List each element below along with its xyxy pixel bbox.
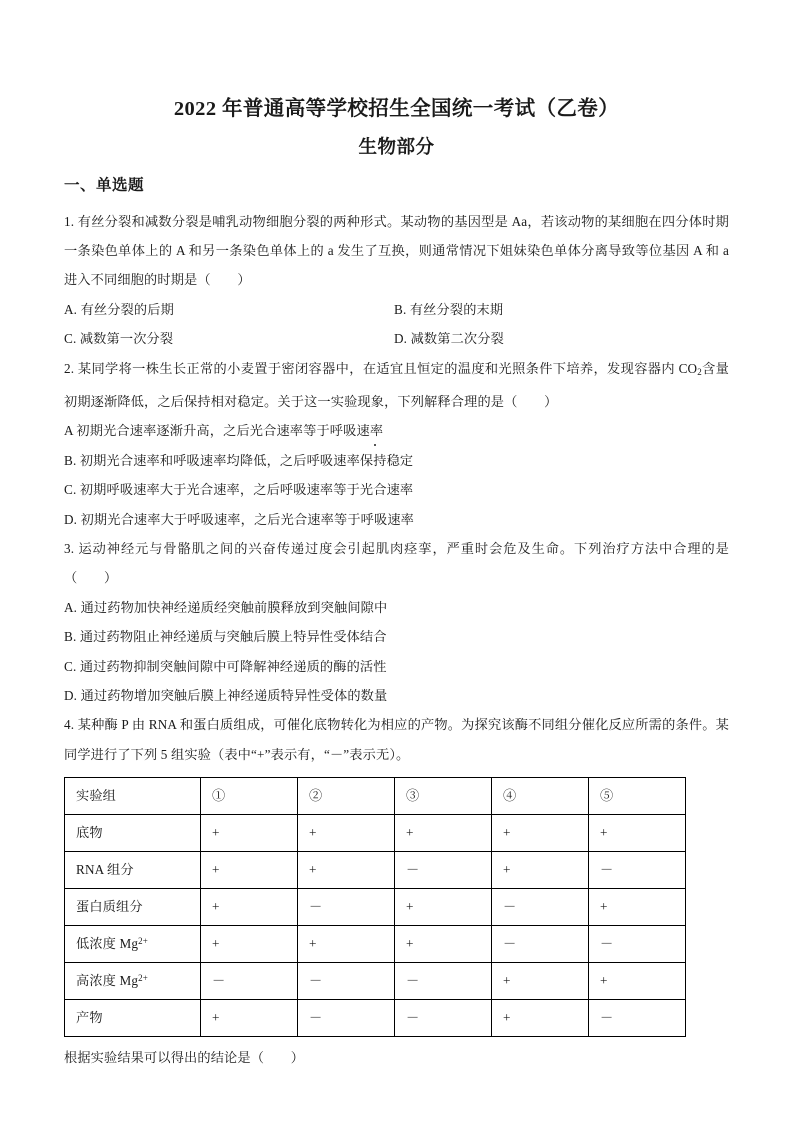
table-row-label bbox=[65, 963, 201, 1000]
table-cell: + bbox=[492, 963, 589, 1000]
table-cell: + bbox=[589, 963, 686, 1000]
table-cell: + bbox=[492, 1000, 589, 1037]
question-2-option-c[interactable]: C. 初期呼吸速率大于光合速率，之后呼吸速率等于光合速率 bbox=[64, 482, 414, 498]
table-cell: + bbox=[589, 889, 686, 926]
table-row bbox=[65, 1000, 686, 1037]
table-row-label-text: 高浓度 Mg bbox=[76, 972, 139, 988]
table-header-cell-1: ① bbox=[201, 778, 298, 815]
table-cell: － bbox=[492, 926, 589, 963]
question-1-options-row-2 bbox=[64, 324, 729, 353]
question-3-option-c[interactable]: C. 通过药物抑制突触间隙中可降解神经递质的酶的活性 bbox=[64, 658, 387, 674]
table-cell: + bbox=[589, 815, 686, 852]
question-1-options-row-1 bbox=[64, 295, 729, 324]
table-cell: + bbox=[298, 852, 395, 889]
question-2-option-a[interactable] bbox=[64, 416, 729, 445]
table-cell: + bbox=[492, 852, 589, 889]
table-row-label-text: 低浓度 Mg bbox=[76, 935, 139, 951]
table-cell: + bbox=[298, 815, 395, 852]
document-body bbox=[64, 178, 729, 1073]
table-cell: － bbox=[589, 1000, 686, 1037]
question-2-option-d[interactable]: D. 初期光合速率大于呼吸速率，之后光合速率等于呼吸速率 bbox=[64, 511, 415, 527]
page-subtitle: 生物部分 bbox=[358, 138, 435, 158]
table-cell: + bbox=[201, 926, 298, 963]
table-row-label: RNA 组分 bbox=[65, 852, 201, 889]
table-header-cell-2: ② bbox=[298, 778, 395, 815]
question-2-option-a-label: A 初期光合速率逐渐升高，之后光合速率等于呼吸速率 bbox=[64, 423, 384, 439]
question-1-option-d[interactable]: D. 减数第二次分裂 bbox=[394, 331, 504, 347]
question-2 bbox=[64, 354, 729, 534]
question-1-option-c[interactable]: C. 减数第一次分裂 bbox=[64, 331, 174, 347]
question-4-stem: 4. 某种酶 P 由 RNA 和蛋白质组成，可催化底物转化为相应的产物。为探究该酶不同组分催化反应所需的条件。某同学进行了下列 5 组实验（表中“+”表示有，“－”表示无）。 bbox=[64, 717, 729, 762]
table-row-label-superscript: 2+ bbox=[138, 973, 148, 984]
table-cell: － bbox=[395, 1000, 492, 1037]
question-3 bbox=[64, 534, 729, 710]
table-row bbox=[65, 815, 686, 852]
table-cell: + bbox=[201, 1000, 298, 1037]
question-2-stem bbox=[64, 354, 729, 417]
table-header-cell-5: ⑤ bbox=[589, 778, 686, 815]
question-2-co2-subscript: 2 bbox=[697, 366, 702, 377]
question-1 bbox=[64, 207, 729, 354]
table-header-cell-3: ③ bbox=[395, 778, 492, 815]
table-cell: － bbox=[298, 889, 395, 926]
table-row bbox=[65, 889, 686, 926]
table-cell: + bbox=[298, 926, 395, 963]
table-row-label: 产物 bbox=[65, 1000, 201, 1037]
question-3-option-a[interactable]: A. 通过药物加快神经递质经突触前膜释放到突触间隙中 bbox=[64, 599, 388, 615]
table-cell: － bbox=[492, 889, 589, 926]
section-heading: 一、单选题 bbox=[64, 177, 145, 194]
question-1-option-a[interactable]: A. 有丝分裂的后期 bbox=[64, 301, 174, 317]
table-row bbox=[65, 926, 686, 963]
table-cell: － bbox=[589, 852, 686, 889]
table-cell: － bbox=[395, 852, 492, 889]
question-3-option-d[interactable]: D. 通过药物增加突触后膜上神经递质特异性受体的数量 bbox=[64, 687, 388, 703]
question-3-option-b[interactable]: B. 通过药物阻止神经递质与突触后膜上特异性受体结合 bbox=[64, 629, 387, 645]
table-row bbox=[65, 852, 686, 889]
table-cell: + bbox=[201, 852, 298, 889]
table-cell: + bbox=[201, 815, 298, 852]
table-cell: － bbox=[395, 963, 492, 1000]
table-cell: + bbox=[201, 889, 298, 926]
table-row-label-superscript: 2+ bbox=[138, 936, 148, 947]
question-3-stem: 3. 运动神经元与骨骼肌之间的兴奋传递过度会引起肌肉痉挛，严重时会危及生命。下列治疗方法中合理的是（ ） bbox=[64, 540, 729, 586]
question-4 bbox=[64, 710, 729, 1072]
table-cell: － bbox=[298, 1000, 395, 1037]
question-2-option-b[interactable]: B. 初期光合速率和呼吸速率均降低，之后呼吸速率保持稳定 bbox=[64, 452, 414, 468]
table-header-row bbox=[65, 778, 686, 815]
table-cell: + bbox=[395, 926, 492, 963]
table-cell: － bbox=[298, 963, 395, 1000]
table-row-label bbox=[65, 926, 201, 963]
table-header-cell-4: ④ bbox=[492, 778, 589, 815]
table-row bbox=[65, 963, 686, 1000]
table-cell: + bbox=[395, 815, 492, 852]
table-header-cell-group: 实验组 bbox=[65, 778, 201, 815]
table-row-label: 底物 bbox=[65, 815, 201, 852]
table-cell: － bbox=[589, 926, 686, 963]
question-1-option-b[interactable]: B. 有丝分裂的末期 bbox=[394, 301, 504, 317]
table-row-label: 蛋白质组分 bbox=[65, 889, 201, 926]
question-4-trailing-prompt: 根据实验结果可以得出的结论是（ ） bbox=[64, 1050, 305, 1066]
table-cell: + bbox=[395, 889, 492, 926]
table-cell: － bbox=[201, 963, 298, 1000]
page-title: 2022 年普通高等学校招生全国统一考试（乙卷） bbox=[173, 98, 620, 120]
question-2-stem-part2: 含量初期逐渐降低，之后保持相对稳定。关于这一实验现象，下列解释合理的是（ ） bbox=[64, 360, 729, 409]
experiment-table bbox=[64, 777, 686, 1037]
question-2-stem-part1: 2. 某同学将一株生长正常的小麦置于密闭容器中，在适宜且恒定的温度和光照条件下培养，发现容器内 CO bbox=[64, 360, 698, 376]
question-1-stem: 1. 有丝分裂和减数分裂是哺乳动物细胞分裂的两种形式。某动物的基因型是 Aa，若该动物的某细胞在四分体时期一条染色单体上的 A 和另一条染色单体上的 a 发生了互换，则通常情况下姐妹染色单体分离导致等位基因 A 和 a 进入不同细胞的时期是（ ） bbox=[64, 213, 729, 288]
table-cell: + bbox=[492, 815, 589, 852]
